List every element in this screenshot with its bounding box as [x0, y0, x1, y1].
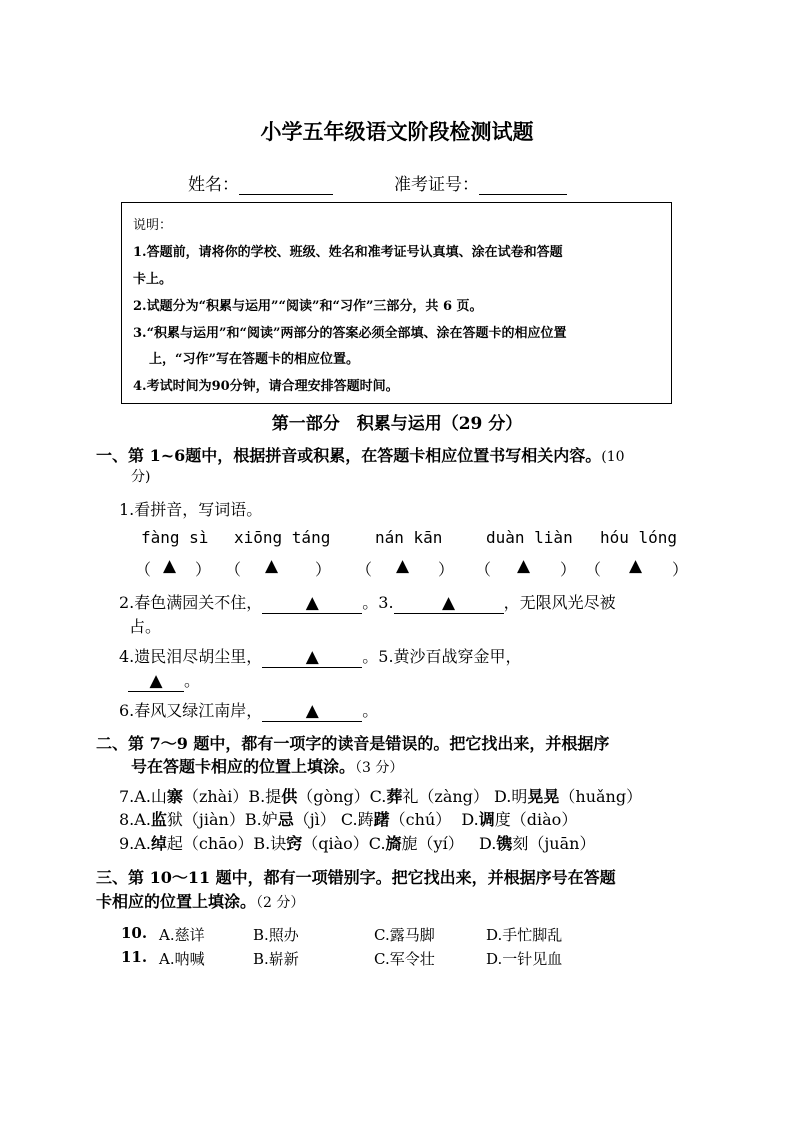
fill-blank: [262, 647, 362, 668]
q9-part: （qiào）C.: [302, 834, 386, 853]
q11-option-a: A.呐喊: [159, 950, 205, 968]
q9-part: 刻（juān）: [512, 834, 596, 853]
answer-marker-5: ▲: [629, 556, 643, 576]
exam-id-blank: [479, 176, 567, 195]
pinyin-5: hóu lóng: [600, 528, 678, 547]
answer-paren-close-5: ）: [672, 560, 689, 579]
answer-paren-open-5: （: [585, 560, 602, 579]
subquestion-6: [119, 698, 378, 722]
question-2-heading-cont: [131, 754, 403, 777]
question-7: [119, 784, 642, 807]
answer-paren-open-3: （: [356, 560, 373, 579]
q9-key-char: 镌: [496, 834, 513, 853]
subquestion-6-text: 6.春风又绿江南岸，: [119, 701, 263, 720]
answer-marker: ▲: [305, 593, 319, 613]
q10-option-c: C.露马脚: [374, 926, 435, 944]
q10-option-d: D.手忙脚乱: [486, 926, 563, 944]
answer-marker-3: ▲: [396, 556, 410, 576]
subquestion-3-cont: 占。: [129, 617, 162, 636]
question-1-heading: [96, 443, 625, 466]
subquestion-2-text: 2.春色满园关不住，: [119, 593, 263, 612]
page-title: 小学五年级语文阶段检测试题: [260, 119, 534, 144]
instruction-2: 2.试题分为“积累与运用”“阅读”和“习作”三部分，共 6 页。: [133, 299, 483, 314]
section-heading: 第一部分 积累与运用（29 分）: [271, 414, 523, 434]
answer-marker: ▲: [149, 671, 163, 691]
subquestion-1: 1.看拼音，写词语。: [119, 500, 263, 519]
q7-part: D.明: [494, 787, 528, 806]
q8-part: （chú）: [389, 810, 452, 829]
answer-marker: ▲: [305, 701, 319, 721]
pinyin-3: nán kān: [375, 528, 443, 547]
question-2-score: （3 分）: [355, 760, 404, 776]
q8-part: D.: [461, 810, 479, 829]
fill-blank: [128, 671, 184, 692]
subquestion-5-end: 。: [184, 671, 201, 690]
name-field: [188, 170, 333, 195]
subquestion-3-number: 。3.: [362, 593, 394, 612]
q7-part: （zhài）B.提: [182, 787, 282, 806]
answer-paren-open-1: （: [135, 560, 152, 579]
instruction-1-cont: 卡上。: [133, 272, 173, 287]
answer-paren-open-2: （: [225, 560, 242, 579]
pinyin-2: xiōng táng: [234, 528, 331, 547]
q8-part: 8.A.: [119, 810, 151, 829]
instruction-1: 1.答题前，请将你的学校、班级、姓名和准考证号认真填、涂在试卷和答题: [133, 245, 563, 260]
q7-part: （huǎng）: [559, 787, 643, 806]
question-1-score: (10: [601, 449, 625, 465]
q8-key-char: 监: [150, 810, 167, 829]
q9-key-char: 旖: [385, 834, 402, 853]
question-3-text: 卡相应的位置上填涂。: [96, 892, 257, 911]
q8-part: （jì） C.踌: [293, 810, 374, 829]
question-3-heading-cont: [96, 889, 304, 912]
name-blank: [239, 176, 333, 195]
subquestion-6-end: 。: [362, 701, 379, 720]
q7-part: 7.A.山: [119, 787, 167, 806]
instruction-3-cont: 上，“习作”写在答题卡的相应位置。: [149, 352, 359, 367]
fill-blank: [262, 701, 362, 722]
subquestion-4-5: [119, 644, 522, 668]
instruction-3: 3.“积累与运用”和“阅读”两部分的答案必须全部填、涂在答题卡的相应位置: [133, 326, 567, 341]
answer-marker-1: ▲: [163, 556, 177, 576]
question-9: [119, 831, 595, 854]
subquestion-3-text: ，无限风光尽被: [503, 593, 616, 612]
question-2-text: 号在答题卡相应的位置上填涂。: [131, 757, 356, 776]
q11-option-d: D.一针见血: [486, 950, 563, 968]
q9-part: 起（chāo）B.诀: [166, 834, 287, 853]
q8-part: 度（diào）: [494, 810, 578, 829]
q8-key-char: 忌: [277, 810, 294, 829]
q8-key-char: 躇: [373, 810, 390, 829]
answer-marker: ▲: [305, 647, 319, 667]
q7-part: 礼（zàng）: [402, 787, 489, 806]
exam-id-field: [394, 170, 567, 195]
q11-option-c: C.军令壮: [374, 950, 435, 968]
subquestion-2-3: [119, 590, 616, 614]
subquestion-5-text: 。5.黄沙百战穿金甲，: [362, 647, 522, 666]
question-3-heading: 三、第 10～11 题中，都有一项错别字。把它找出来，并根据序号在答题: [96, 868, 616, 887]
answer-marker: ▲: [442, 593, 456, 613]
question-1-score-cont: 分): [131, 469, 151, 485]
question-8: [119, 807, 577, 830]
instructions-heading: 说明：: [133, 218, 173, 233]
answer-paren-close-1: ）: [195, 560, 212, 579]
exam-id-label: 准考证号：: [394, 175, 479, 195]
q9-part: D.: [478, 834, 497, 853]
q11-number: 11.: [121, 948, 148, 966]
name-label: 姓名：: [188, 175, 239, 195]
q7-key-char: 供: [281, 787, 298, 806]
answer-marker-2: ▲: [265, 556, 279, 576]
q9-key-char: 绰: [150, 834, 167, 853]
q10-option-b: B.照办: [253, 926, 299, 944]
pinyin-1: fàng sì: [141, 528, 209, 547]
q9-part: 旎（yí）: [401, 834, 464, 853]
answer-paren-close-4: ）: [560, 560, 577, 579]
q7-key-char: 葬: [386, 787, 403, 806]
answer-marker-4: ▲: [517, 556, 531, 576]
question-3-score: （2 分）: [256, 895, 305, 911]
question-2-heading: 二、第 7～9 题中，都有一项字的读音是错误的。把它找出来，并根据序: [96, 734, 610, 753]
q7-part: （gòng）C.: [297, 787, 387, 806]
answer-paren-close-2: ）: [315, 560, 332, 579]
q7-key-char: 晃晃: [527, 787, 560, 806]
q9-part: 9.A.: [119, 834, 151, 853]
instruction-4: 4.考试时间为90分钟，请合理安排答题时间。: [133, 379, 399, 394]
pinyin-4: duàn liàn: [486, 528, 573, 547]
q8-part: 狱（jiàn）B.妒: [166, 810, 278, 829]
q9-key-char: 窍: [286, 834, 303, 853]
q10-option-a: A.慈详: [159, 926, 205, 944]
q7-key-char: 寨: [166, 787, 183, 806]
q8-key-char: 调: [478, 810, 495, 829]
q11-option-b: B.崭新: [253, 950, 299, 968]
fill-blank: [262, 593, 362, 614]
subquestion-5-cont: [128, 668, 200, 692]
fill-blank: [394, 593, 504, 614]
q10-number: 10.: [121, 924, 148, 942]
subquestion-4-text: 4.遗民泪尽胡尘里，: [119, 647, 263, 666]
answer-paren-close-3: ）: [438, 560, 455, 579]
question-1-text: 一、第 1~6题中，根据拼音或积累，在答题卡相应位置书写相关内容。: [96, 446, 602, 465]
answer-paren-open-4: （: [475, 560, 492, 579]
